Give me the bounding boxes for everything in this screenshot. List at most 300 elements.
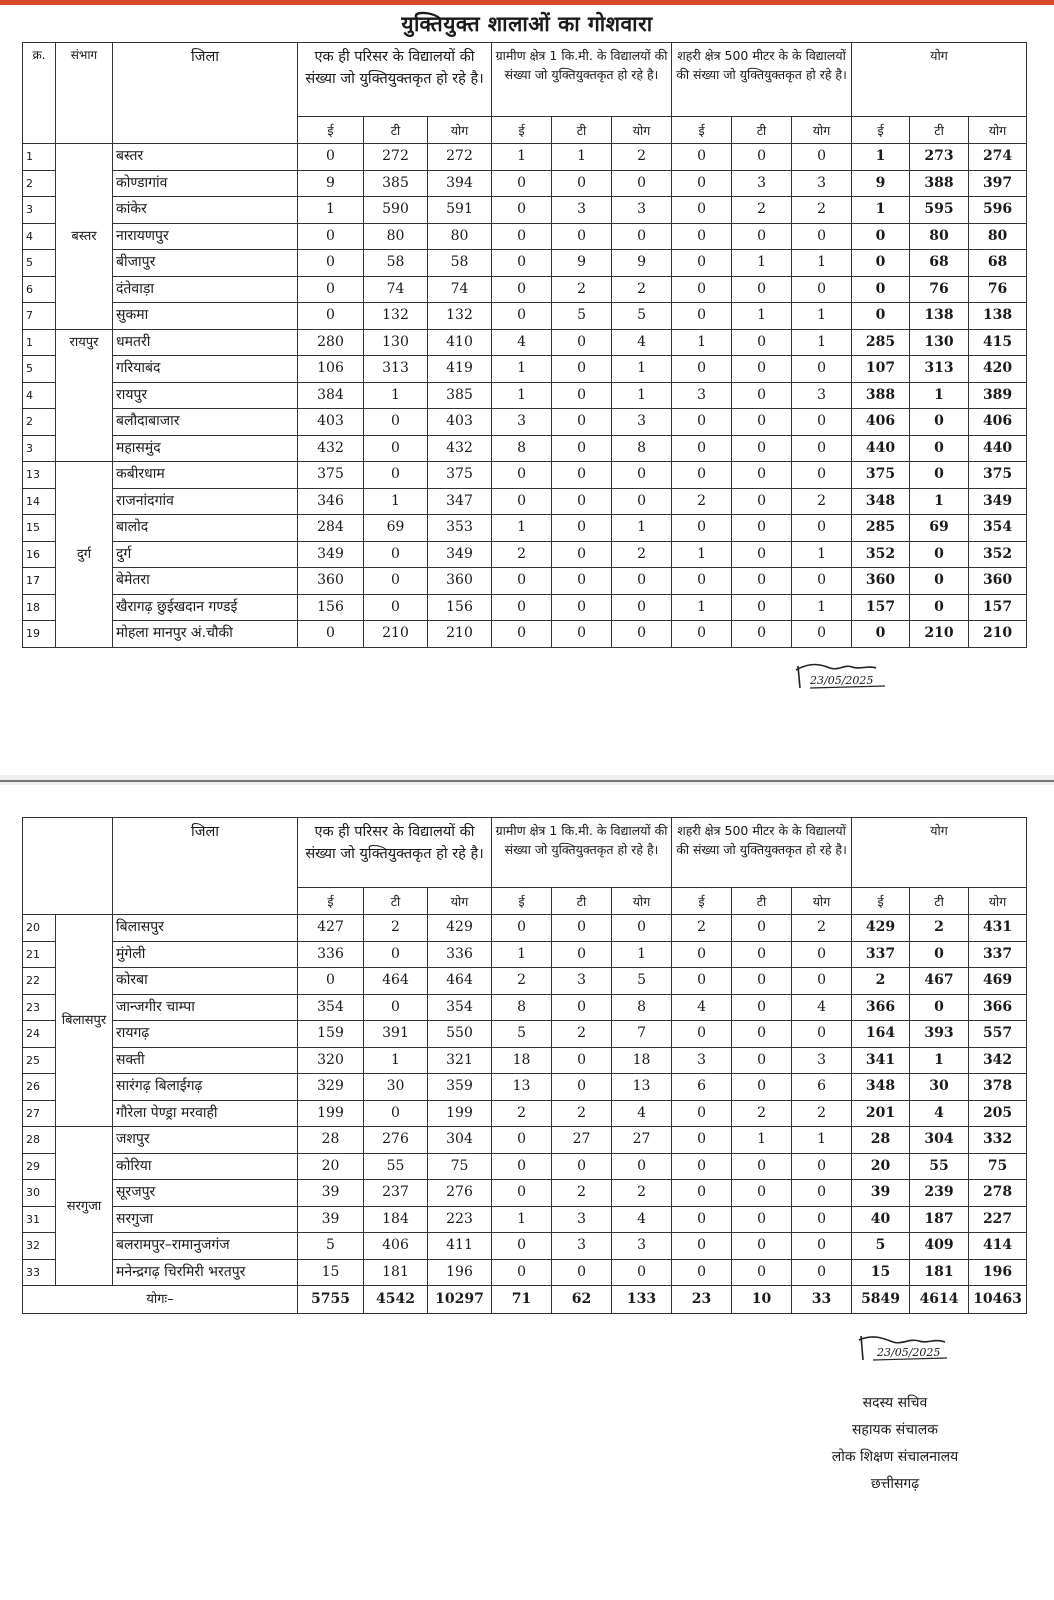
count-cell: 366	[969, 994, 1027, 1021]
count-cell: 39	[852, 1180, 910, 1207]
count-cell: 0	[672, 276, 732, 303]
count-cell: 157	[969, 594, 1027, 621]
table-row	[23, 356, 1027, 383]
district-name: बिलासपुर	[113, 915, 298, 942]
count-cell: 3	[792, 170, 852, 197]
count-cell: 0	[552, 594, 612, 621]
count-cell: 0	[552, 1047, 612, 1074]
count-cell: 273	[910, 144, 969, 171]
count-cell: 0	[672, 1127, 732, 1154]
division-name: रायपुर	[56, 329, 113, 462]
count-cell: 0	[672, 1233, 732, 1260]
count-cell: 2	[552, 276, 612, 303]
count-cell: 1	[298, 197, 364, 224]
count-cell: 2	[672, 915, 732, 942]
count-cell: 0	[792, 515, 852, 542]
table-row	[23, 968, 1027, 995]
header-total-two: योग	[852, 818, 1027, 888]
table-row	[23, 488, 1027, 515]
grand-total-cell: 10	[732, 1286, 792, 1314]
count-cell: 13	[492, 1074, 552, 1101]
count-cell: 0	[672, 303, 732, 330]
count-cell: 0	[492, 1259, 552, 1286]
count-cell: 4	[612, 1206, 672, 1233]
serial-number: 2	[23, 170, 56, 197]
table-row	[23, 303, 1027, 330]
count-cell: 2	[612, 541, 672, 568]
count-cell: 3	[672, 1047, 732, 1074]
count-cell: 0	[552, 915, 612, 942]
count-cell: 440	[969, 435, 1027, 462]
header-urban-two: शहरी क्षेत्र 500 मीटर के के विद्यालयों की संख्या जो युक्तियुक्तकृत हो रहे है।	[672, 818, 852, 888]
count-cell: 0	[364, 594, 428, 621]
serial-number: 15	[23, 515, 56, 542]
count-cell: 3	[792, 1047, 852, 1074]
grand-total-cell: 5849	[852, 1286, 910, 1314]
count-cell: 0	[672, 1100, 732, 1127]
grand-total-cell: 23	[672, 1286, 732, 1314]
count-cell: 0	[552, 1074, 612, 1101]
count-cell: 389	[969, 382, 1027, 409]
count-cell: 0	[492, 197, 552, 224]
count-cell: 2	[852, 968, 910, 995]
table-row	[23, 144, 1027, 171]
division-name: दुर्ग	[56, 462, 113, 648]
count-cell: 6	[792, 1074, 852, 1101]
count-cell: 397	[969, 170, 1027, 197]
count-cell: 0	[732, 223, 792, 250]
subheader-yog: योग	[612, 117, 672, 144]
count-cell: 394	[428, 170, 492, 197]
count-cell: 0	[492, 303, 552, 330]
count-cell: 68	[910, 250, 969, 277]
count-cell: 69	[364, 515, 428, 542]
count-cell: 0	[298, 621, 364, 648]
subheader-t: टी	[552, 888, 612, 915]
count-cell: 360	[852, 568, 910, 595]
count-cell: 132	[428, 303, 492, 330]
district-name: कांकेर	[113, 197, 298, 224]
serial-number: 22	[23, 968, 56, 995]
count-cell: 0	[732, 1180, 792, 1207]
count-cell: 320	[298, 1047, 364, 1074]
count-cell: 0	[792, 1180, 852, 1207]
count-cell: 0	[612, 170, 672, 197]
count-cell: 0	[552, 435, 612, 462]
count-cell: 2	[612, 1180, 672, 1207]
count-cell: 1	[852, 144, 910, 171]
subheader-yog: योग	[428, 888, 492, 915]
count-cell: 348	[852, 488, 910, 515]
count-cell: 138	[969, 303, 1027, 330]
signature-date-two: 23/05/2025	[877, 1346, 941, 1359]
table-row	[23, 276, 1027, 303]
table-row	[23, 250, 1027, 277]
subheader-e: ई	[298, 888, 364, 915]
count-cell: 3	[552, 1233, 612, 1260]
count-cell: 384	[298, 382, 364, 409]
summary-table-page-two	[22, 817, 1027, 1314]
count-cell: 0	[672, 1153, 732, 1180]
count-cell: 15	[852, 1259, 910, 1286]
count-cell: 0	[792, 968, 852, 995]
count-cell: 28	[852, 1127, 910, 1154]
count-cell: 0	[492, 621, 552, 648]
count-cell: 0	[792, 1259, 852, 1286]
count-cell: 420	[969, 356, 1027, 383]
table-row	[23, 435, 1027, 462]
serial-number: 7	[23, 303, 56, 330]
count-cell: 550	[428, 1021, 492, 1048]
division-name: बस्तर	[56, 144, 113, 330]
count-cell: 0	[298, 144, 364, 171]
serial-number: 16	[23, 541, 56, 568]
count-cell: 0	[672, 621, 732, 648]
count-cell: 0	[492, 170, 552, 197]
count-cell: 0	[492, 1180, 552, 1207]
count-cell: 0	[492, 250, 552, 277]
serial-number: 24	[23, 1021, 56, 1048]
signature-date-one: 23/05/2025	[810, 674, 874, 687]
serial-number: 4	[23, 223, 56, 250]
count-cell: 0	[672, 409, 732, 436]
count-cell: 0	[792, 1021, 852, 1048]
subheader-yog: योग	[969, 888, 1027, 915]
count-cell: 432	[298, 435, 364, 462]
count-cell: 0	[364, 1100, 428, 1127]
count-cell: 2	[792, 488, 852, 515]
count-cell: 411	[428, 1233, 492, 1260]
subheader-yog: योग	[428, 117, 492, 144]
serial-number: 5	[23, 250, 56, 277]
count-cell: 360	[428, 568, 492, 595]
count-cell: 409	[910, 1233, 969, 1260]
count-cell: 388	[910, 170, 969, 197]
count-cell: 391	[364, 1021, 428, 1048]
count-cell: 304	[910, 1127, 969, 1154]
header-total: योग	[852, 43, 1027, 117]
count-cell: 40	[852, 1206, 910, 1233]
table-row	[23, 1206, 1027, 1233]
serial-number: 5	[23, 356, 56, 383]
count-cell: 9	[852, 170, 910, 197]
count-cell: 0	[492, 1233, 552, 1260]
count-cell: 1	[672, 594, 732, 621]
count-cell: 15	[298, 1259, 364, 1286]
division-name: बिलासपुर	[56, 915, 113, 1127]
count-cell: 0	[298, 276, 364, 303]
count-cell: 0	[672, 1259, 732, 1286]
count-cell: 0	[732, 356, 792, 383]
count-cell: 596	[969, 197, 1027, 224]
serial-number: 28	[23, 1127, 56, 1154]
table-row	[23, 1127, 1027, 1154]
count-cell: 0	[364, 994, 428, 1021]
serial-number: 20	[23, 915, 56, 942]
count-cell: 0	[910, 941, 969, 968]
count-cell: 0	[672, 968, 732, 995]
count-cell: 0	[672, 250, 732, 277]
count-cell: 0	[732, 541, 792, 568]
count-cell: 0	[732, 1259, 792, 1286]
count-cell: 1	[364, 1047, 428, 1074]
count-cell: 375	[852, 462, 910, 489]
count-cell: 20	[852, 1153, 910, 1180]
district-name: बलौदाबाजार	[113, 409, 298, 436]
count-cell: 0	[552, 462, 612, 489]
count-cell: 80	[969, 223, 1027, 250]
count-cell: 106	[298, 356, 364, 383]
count-cell: 1	[492, 941, 552, 968]
count-cell: 5	[612, 303, 672, 330]
count-cell: 157	[852, 594, 910, 621]
count-cell: 0	[552, 1259, 612, 1286]
count-cell: 80	[428, 223, 492, 250]
count-cell: 0	[910, 594, 969, 621]
district-name: बीजापुर	[113, 250, 298, 277]
count-cell: 1	[612, 515, 672, 542]
count-cell: 431	[969, 915, 1027, 942]
district-name: धमतरी	[113, 329, 298, 356]
table-row	[23, 621, 1027, 648]
count-cell: 1	[792, 541, 852, 568]
count-cell: 201	[852, 1100, 910, 1127]
district-name: बालोद	[113, 515, 298, 542]
count-cell: 304	[428, 1127, 492, 1154]
count-cell: 223	[428, 1206, 492, 1233]
count-cell: 156	[428, 594, 492, 621]
count-cell: 0	[492, 488, 552, 515]
count-cell: 0	[792, 276, 852, 303]
count-cell: 5	[852, 1233, 910, 1260]
count-cell: 1	[732, 1127, 792, 1154]
count-cell: 427	[298, 915, 364, 942]
count-cell: 8	[612, 994, 672, 1021]
count-cell: 0	[732, 1233, 792, 1260]
count-cell: 337	[852, 941, 910, 968]
count-cell: 0	[612, 915, 672, 942]
count-cell: 0	[910, 462, 969, 489]
count-cell: 75	[428, 1153, 492, 1180]
top-border	[0, 0, 1054, 5]
table-row	[23, 994, 1027, 1021]
table-row	[23, 409, 1027, 436]
count-cell: 0	[732, 1074, 792, 1101]
count-cell: 403	[298, 409, 364, 436]
count-cell: 1	[732, 250, 792, 277]
district-name: जशपुर	[113, 1127, 298, 1154]
count-cell: 429	[428, 915, 492, 942]
subheader-e: ई	[492, 888, 552, 915]
table-row	[23, 915, 1027, 942]
count-cell: 0	[732, 1206, 792, 1233]
count-cell: 76	[969, 276, 1027, 303]
count-cell: 5	[298, 1233, 364, 1260]
count-cell: 5	[552, 303, 612, 330]
count-cell: 0	[732, 1047, 792, 1074]
signatory-officer: सहायक संचालक	[851, 1422, 939, 1438]
count-cell: 595	[910, 197, 969, 224]
header-urban: शहरी क्षेत्र 500 मीटर के के विद्यालयों की संख्या जो युक्तियुक्तकृत हो रहे है।	[672, 43, 852, 117]
header-district: जिला	[113, 43, 298, 144]
count-cell: 354	[298, 994, 364, 1021]
count-cell: 75	[969, 1153, 1027, 1180]
count-cell: 2	[364, 915, 428, 942]
count-cell: 2	[672, 488, 732, 515]
serial-number: 3	[23, 435, 56, 462]
count-cell: 1	[792, 303, 852, 330]
count-cell: 0	[612, 568, 672, 595]
count-cell: 69	[910, 515, 969, 542]
district-name: खैरागढ़ छुईखदान गण्डई	[113, 594, 298, 621]
count-cell: 0	[732, 488, 792, 515]
count-cell: 0	[732, 1153, 792, 1180]
count-cell: 429	[852, 915, 910, 942]
count-cell: 0	[792, 409, 852, 436]
count-cell: 353	[428, 515, 492, 542]
count-cell: 30	[364, 1074, 428, 1101]
district-name: सरगुजा	[113, 1206, 298, 1233]
count-cell: 0	[792, 621, 852, 648]
count-cell: 1	[792, 329, 852, 356]
subheader-e: ई	[492, 117, 552, 144]
count-cell: 0	[852, 621, 910, 648]
table-row	[23, 1100, 1027, 1127]
subheader-t: टी	[910, 117, 969, 144]
subheader-yog: योग	[612, 888, 672, 915]
count-cell: 385	[428, 382, 492, 409]
count-cell: 196	[428, 1259, 492, 1286]
count-cell: 0	[298, 250, 364, 277]
table-row	[23, 329, 1027, 356]
count-cell: 419	[428, 356, 492, 383]
count-cell: 3	[612, 1233, 672, 1260]
count-cell: 406	[969, 409, 1027, 436]
count-cell: 0	[364, 435, 428, 462]
count-cell: 2	[732, 197, 792, 224]
count-cell: 0	[910, 435, 969, 462]
count-cell: 239	[910, 1180, 969, 1207]
count-cell: 0	[364, 462, 428, 489]
district-name: मोहला मानपुर अं.चौकी	[113, 621, 298, 648]
count-cell: 18	[612, 1047, 672, 1074]
table-row	[23, 382, 1027, 409]
count-cell: 0	[732, 329, 792, 356]
signature-page-one	[790, 658, 910, 698]
count-cell: 0	[852, 223, 910, 250]
count-cell: 80	[910, 223, 969, 250]
count-cell: 1	[852, 197, 910, 224]
serial-number: 3	[23, 197, 56, 224]
count-cell: 406	[364, 1233, 428, 1260]
count-cell: 8	[612, 435, 672, 462]
count-cell: 0	[552, 329, 612, 356]
district-name: कोरबा	[113, 968, 298, 995]
count-cell: 0	[672, 356, 732, 383]
count-cell: 0	[732, 435, 792, 462]
count-cell: 4	[612, 329, 672, 356]
count-cell: 0	[732, 409, 792, 436]
count-cell: 349	[428, 541, 492, 568]
table-row	[23, 1153, 1027, 1180]
count-cell: 591	[428, 197, 492, 224]
count-cell: 4	[492, 329, 552, 356]
count-cell: 2	[492, 968, 552, 995]
count-cell: 0	[364, 541, 428, 568]
count-cell: 0	[792, 1233, 852, 1260]
serial-number: 17	[23, 568, 56, 595]
count-cell: 336	[428, 941, 492, 968]
count-cell: 74	[428, 276, 492, 303]
count-cell: 0	[552, 515, 612, 542]
count-cell: 0	[492, 594, 552, 621]
count-cell: 403	[428, 409, 492, 436]
grand-total-cell: 62	[552, 1286, 612, 1314]
count-cell: 0	[552, 621, 612, 648]
summary-table-page-one	[22, 42, 1027, 648]
district-name: बेमेतरा	[113, 568, 298, 595]
count-cell: 0	[552, 223, 612, 250]
table-row	[23, 1047, 1027, 1074]
subheader-t: टी	[364, 888, 428, 915]
count-cell: 285	[852, 329, 910, 356]
count-cell: 2	[552, 1180, 612, 1207]
serial-number: 18	[23, 594, 56, 621]
count-cell: 0	[732, 941, 792, 968]
count-cell: 0	[364, 568, 428, 595]
serial-number: 27	[23, 1100, 56, 1127]
count-cell: 0	[672, 435, 732, 462]
count-cell: 375	[428, 462, 492, 489]
count-cell: 0	[612, 462, 672, 489]
count-cell: 58	[364, 250, 428, 277]
count-cell: 313	[364, 356, 428, 383]
count-cell: 68	[969, 250, 1027, 277]
count-cell: 181	[910, 1259, 969, 1286]
district-name: मनेन्द्रगढ़ चिरमिरी भरतपुर	[113, 1259, 298, 1286]
count-cell: 1	[910, 382, 969, 409]
count-cell: 0	[552, 382, 612, 409]
count-cell: 284	[298, 515, 364, 542]
count-cell: 0	[298, 303, 364, 330]
district-name: राजनांदगांव	[113, 488, 298, 515]
district-name: जान्जगीर चाम्पा	[113, 994, 298, 1021]
count-cell: 1	[552, 144, 612, 171]
count-cell: 6	[672, 1074, 732, 1101]
count-cell: 0	[492, 223, 552, 250]
grand-total-label: योगः–	[23, 1286, 298, 1314]
count-cell: 1	[364, 382, 428, 409]
count-cell: 210	[428, 621, 492, 648]
count-cell: 199	[298, 1100, 364, 1127]
count-cell: 9	[298, 170, 364, 197]
signatory-designation: सदस्य सचिव	[862, 1395, 928, 1411]
count-cell: 2	[552, 1100, 612, 1127]
count-cell: 0	[732, 994, 792, 1021]
count-cell: 39	[298, 1180, 364, 1207]
header-district-two: जिला	[113, 818, 298, 915]
signatory-office: लोक शिक्षण संचालनालय	[831, 1449, 959, 1465]
count-cell: 1	[364, 488, 428, 515]
count-cell: 1	[910, 488, 969, 515]
count-cell: 336	[298, 941, 364, 968]
count-cell: 360	[969, 568, 1027, 595]
count-cell: 0	[612, 1153, 672, 1180]
count-cell: 27	[552, 1127, 612, 1154]
count-cell: 406	[852, 409, 910, 436]
subheader-t: टी	[910, 888, 969, 915]
district-name: बस्तर	[113, 144, 298, 171]
